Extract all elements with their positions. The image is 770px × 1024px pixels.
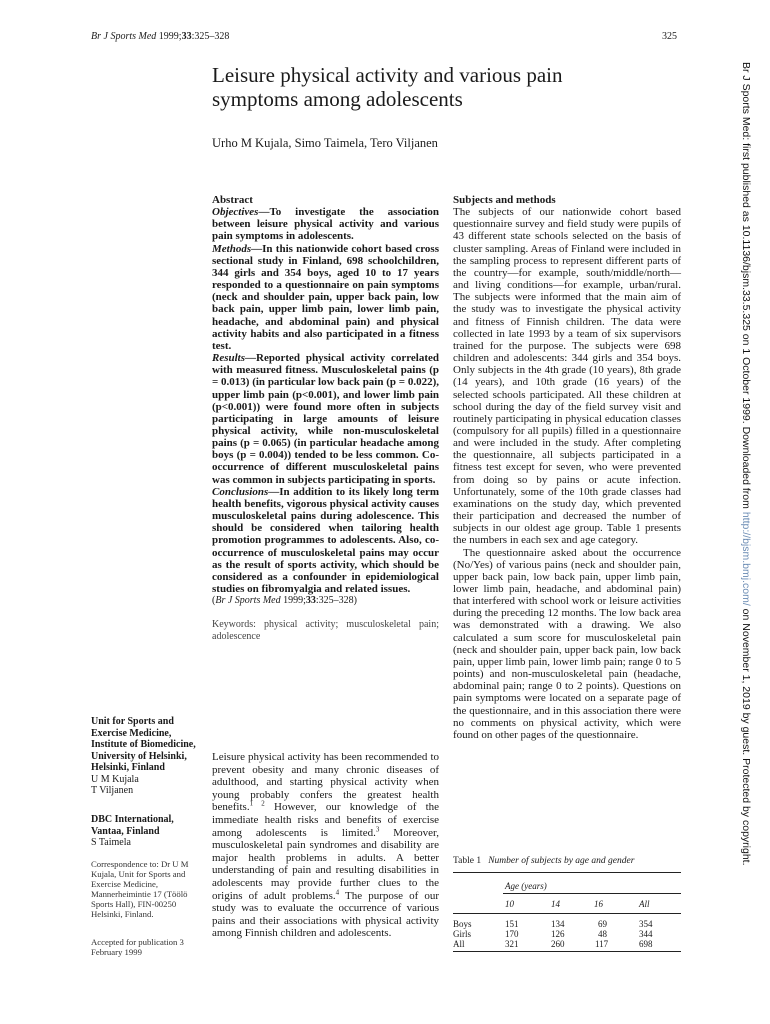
table-cell: 151 <box>505 919 519 929</box>
abstract-heading: Abstract <box>212 194 253 206</box>
affiliation-block-1 <box>91 716 203 797</box>
affiliation-1-author-2: T Viljanen <box>91 785 134 796</box>
running-header-citation <box>91 31 229 42</box>
table-col-header: All <box>639 899 650 909</box>
table-1 <box>453 872 681 952</box>
table-cell: 354 <box>639 919 653 929</box>
table-label: Table 1 <box>453 856 482 866</box>
cite-year: 1999; <box>280 595 306 607</box>
vertical-download-notice <box>740 62 752 866</box>
results-text: —Reported physical activity correlated with measured fitness. Musculoskeletal pains (p = 0.013) (in particular low back pain (p = 0.022), upper limb pain (p<0.001), and lower limb pain (p<0.001)) were found more often in subjects participating in large amounts of leisure physical activity, while non-musculoskeletal pains (p = 0.065) (in particular headache among boys (p = 0.004)) tended to be less common. Co-occurrence of different musculoskeletal pains was common in subjects participating in sports. <box>212 352 439 486</box>
table-rule-top <box>453 872 681 873</box>
affiliation-1-author-1: U M Kujala <box>91 773 139 785</box>
table-row-label: Boys <box>453 919 472 929</box>
affiliation-block-2 <box>91 814 203 849</box>
table-cell: 126 <box>551 929 565 939</box>
table-cell: 69 <box>598 919 607 929</box>
abstract-conclusions <box>212 486 439 595</box>
intro-text-3: Moreover, musculoskeletal pain syndromes and disability are major health problems in adults. A better understanding of pain and resulting disabilities in adolescents may provide further clues to the origins of adult problems. <box>212 826 439 902</box>
affiliation-2-name: DBC International, Vantaa, Finland <box>91 814 174 837</box>
objectives-label: Objectives <box>212 206 259 219</box>
page-number: 325 <box>662 31 677 42</box>
table-rule-group <box>503 893 681 894</box>
methods-section <box>453 194 681 741</box>
intro-ref-2: 3 <box>375 824 380 833</box>
cite-journal: Br J Sports Med <box>215 595 281 607</box>
table-cell: 260 <box>551 939 565 949</box>
methods-paragraph-1: The subjects of our nationwide cohort based questionnaire survey and field study were pupils of 43 different state schools selected on the basis of cluster sampling. Areas of Finland were included in the sampling process to represent different parts of the country—for example, south/middle/north—and living conditions—for example, urban/rural. The subjects were informed that the main aim of the study was to investigate the physical activity and fitness of Finnish children. The data were collected in late 1993 by a team of six supervisors trained for the purpose. The subjects were 698 children and adolescents: 344 girls and 354 boys. Only subjects in the 4th grade (10 years), 8th grade (14 years), and 10th grade (16 years) of the selected schools participated. All these children at school during the day of the field survey visit and routinely participating in physical education classes (compulsory for all pupils) filled in a questionnaire and were included in the study. After completing the questionnaire, all subjects participated in a fitness test except for seven, who were prevented from doing so by pains or acute infection. Unfortunately, some of the 10th grade classes had examinations on the study day, which prevented their participation and decreased the number of subjects in our oldest age group. Table 1 presents the numbers in each sex and age category. <box>453 206 681 547</box>
table-row-label: Girls <box>453 929 471 939</box>
methods-label: Methods <box>212 242 252 255</box>
table-group-header: Age (years) <box>505 881 547 891</box>
introduction <box>212 751 439 940</box>
abstract-methods <box>212 243 439 352</box>
table-cell: 321 <box>505 939 519 949</box>
affiliation-2-author: S Taimela <box>91 837 131 848</box>
header-year: 1999; <box>156 31 182 42</box>
table-rule-header <box>453 913 681 914</box>
abstract-citation <box>212 595 439 607</box>
cite-open: ( <box>212 595 216 607</box>
vertical-notice-prefix: Br J Sports Med: first published as 10.1136/bjsm.33.5.325 on 1 October 1999. Downloaded from <box>740 62 752 512</box>
intro-ref-3: 4 <box>335 887 340 896</box>
methods-heading: Subjects and methods <box>453 194 556 206</box>
vertical-notice-suffix: on November 1, 2019 by guest. Protected by copyright. <box>740 605 752 866</box>
objectives-text: —To investigate the association between leisure physical activity and various pain symptoms in adolescents. <box>212 206 439 243</box>
table-col-header: 14 <box>551 899 560 909</box>
table-cell: 134 <box>551 919 565 929</box>
conclusions-text: —In addition to its likely long term health benefits, vigorous physical activity causes musculoskeletal pains during adolescence. This should be considered when tailoring health promotion programmes to adolescents. Also, co-occurrence of musculoskeletal pains may occur as the result of sports activity, which should be considered as a confounder in epidemiological studies on fibromyalgia and related issues. <box>212 485 439 595</box>
intro-ref-1: 1 2 <box>249 799 265 808</box>
affiliation-1-name: Unit for Sports and Exercise Medicine, Institute of Biomedicine, University of Helsinki, Helsinki, Finland <box>91 716 196 773</box>
intro-text-2: However, our knowledge of the immediate health risks and benefits of exercise among adolescents is limited. <box>212 801 440 839</box>
intro-text-1: Leisure physical activity has been recommended to prevent obesity and many chronic diseases of adulthood, and starting physical activity when young probably confers the greatest health benefits. <box>212 751 439 814</box>
abstract <box>212 194 439 642</box>
abstract-objectives <box>212 206 439 242</box>
keywords: Keywords: physical activity; musculoskeletal pain; adolescence <box>212 619 439 642</box>
results-label: Results <box>212 352 246 365</box>
table-cell: 170 <box>505 929 519 939</box>
table-cell: 117 <box>595 939 609 949</box>
table-cell: 48 <box>598 929 607 939</box>
table-cell: 698 <box>639 939 653 949</box>
header-journal: Br J Sports Med <box>91 31 157 42</box>
header-volume: 33 <box>181 31 192 42</box>
bjsm-link[interactable]: http://bjsm.bmj.com/ <box>740 511 752 606</box>
cite-volume: 33 <box>305 595 316 607</box>
article-title: Leisure physical activity and various pain symptoms among adolescents <box>212 63 563 111</box>
methods-paragraph-2: The questionnaire asked about the occurrence (No/Yes) of various pains (neck and shoulder pain, upper back pain, low back pain, upper limb pain, lower limb pain, headache, and abdominal pain) that interfered with school work or leisure activities during the preceding 12 months. The low back area was demonstrated with a drawing. We also calculated a sum score for musculoskeletal pain (neck and shoulder pain, upper back pain, low back pain, upper limb pain, lower limb pain; range 0 to 5 points) and non-musculoskeletal pain (headache, abdominal pain; range 0 to 2 points). Questions on pain symptoms were located on a separate page of the questionnaire, and in this association there were no comments on physical activity, which were found on other pages of the questionnaire. <box>453 546 681 741</box>
table-rule-bottom <box>453 951 681 952</box>
accepted-date: Accepted for publication 3 February 1999 <box>91 937 184 957</box>
intro-text-4: The purpose of our study was to evaluate the occurrence of various pains and their associations with physical activity among Finnish children and adolescents. <box>212 889 439 940</box>
abstract-results <box>212 352 439 486</box>
header-pages: :325–328 <box>191 31 230 42</box>
table-caption <box>453 856 634 866</box>
cite-pages: :325–328) <box>315 595 358 607</box>
methods-text: —In this nationwide cohort based cross sectional study in Finland, 698 schoolchildren, 344 girls and 354 boys, aged 10 to 17 years responded to a questionnaire on pain symptoms (neck and shoulder pain, upper back pain, low back pain, upper limb pain, lower limb pain, headache, and abdominal pain) and physical activity habits and also participated in a fitness test. <box>212 242 439 352</box>
author-list: Urho M Kujala, Simo Taimela, Tero Viljanen <box>212 136 438 150</box>
table-cell: 344 <box>639 929 653 939</box>
correspondence: Correspondence to: Dr U M Kujala, Unit for Sports and Exercise Medicine, Mannerheimintie 17 (Töölö Sports Hall), FIN-00250 Helsinki, Finland. <box>91 859 189 919</box>
table-col-header: 16 <box>594 899 603 909</box>
table-caption-text: Number of subjects by age and gender <box>488 856 635 866</box>
conclusions-label: Conclusions <box>212 485 269 498</box>
table-col-header: 10 <box>505 899 514 909</box>
table-row-label: All <box>453 939 465 949</box>
